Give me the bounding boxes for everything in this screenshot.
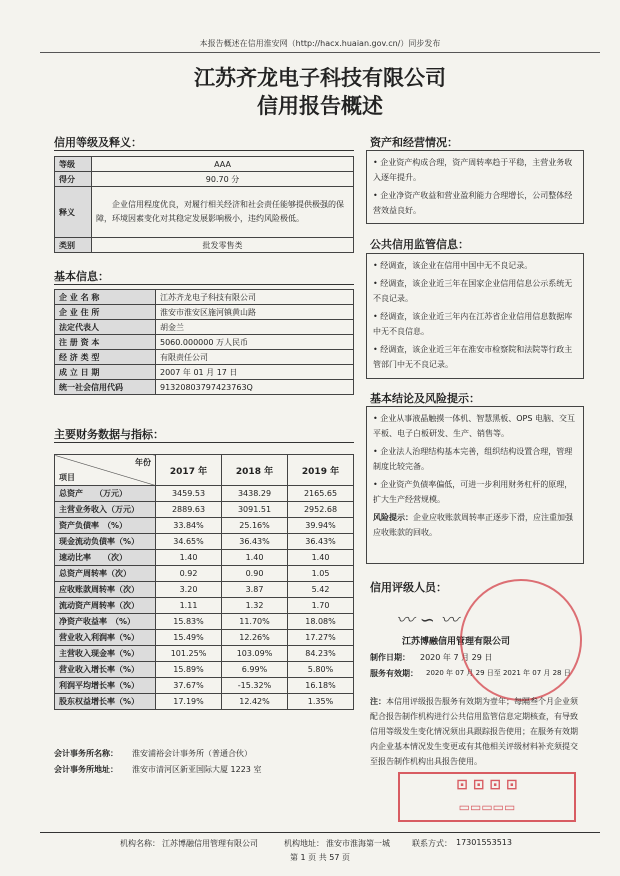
finance-value-cell: 15.49% — [156, 630, 222, 646]
made-date-value: 2020 年 7 月 29 日 — [420, 653, 493, 662]
table-row — [55, 350, 354, 365]
rating-table — [54, 156, 354, 253]
finance-value-cell: 18.08% — [288, 614, 354, 630]
finance-item-label: 净资产收益率 （%） — [55, 614, 156, 630]
footer-org-label: 机构名称： — [120, 839, 160, 848]
note-text: 本信用评级报告服务有效期为壹年；每隔叁个月企业须配合报告制作机构进行公共信用监管信息定期核查，有导致信用等级发生变化情况须出具跟踪报告使用；在服务有效期内企业基本情况发生变更或有其他相关评级材料补充须提交至报告制作机构出具报告使用。 — [370, 697, 578, 766]
finance-heading: 主要财务数据与指标： — [54, 428, 164, 441]
finance-item-label: 利润平均增长率（%） — [55, 678, 156, 694]
finance-value-cell: 0.92 — [156, 566, 222, 582]
company-name-value: 江苏齐龙电子科技有限公司 — [156, 290, 354, 305]
risk-text: 企业应收账款周转率正逐步下滑，应注重加强应收账款的回收。 — [373, 513, 573, 537]
table-row — [55, 380, 354, 395]
rating-meaning-label: 释义 — [55, 187, 92, 238]
finance-value-cell: 33.84% — [156, 518, 222, 534]
table-row — [55, 694, 354, 710]
rating-company: 江苏博融信用管理有限公司 — [402, 637, 511, 647]
table-row — [55, 365, 354, 380]
finance-value-cell: 12.26% — [222, 630, 288, 646]
conclusion-item: 企业资产负债率偏低，可进一步利用财务杠杆的原理，扩大生产经营规模。 — [373, 480, 573, 504]
finance-corner-cell — [55, 455, 156, 486]
table-row — [55, 187, 354, 238]
credit-code-value: 91320803797423763Q — [156, 380, 354, 395]
founded-value: 2007 年 01 月 17 日 — [156, 365, 354, 380]
rating-score-label: 得分 — [55, 172, 92, 187]
public-credit-heading: 公共信用监管信息： — [370, 238, 469, 251]
public-credit-item: 经调查，该企业近三年在国家企业信用信息公示系统无不良记录。 — [373, 279, 573, 303]
page-number: 第 1 页 共 57 页 — [290, 853, 350, 862]
finance-value-cell: 2889.63 — [156, 502, 222, 518]
table-row — [55, 614, 354, 630]
finance-value-cell: 5.42 — [288, 582, 354, 598]
finance-value-cell: 12.42% — [222, 694, 288, 710]
finance-table — [54, 454, 354, 710]
finance-value-cell: 37.67% — [156, 678, 222, 694]
public-credit-item: 经调查，该企业近三年内在江苏省企业信用信息数据库中无不良信息。 — [373, 312, 573, 336]
legal-rep-label: 法定代表人 — [55, 320, 156, 335]
table-row — [55, 290, 354, 305]
finance-value-cell: 1.35% — [288, 694, 354, 710]
finance-value-cell: 1.11 — [156, 598, 222, 614]
footer-addr-value: 淮安市淮海第一城 — [326, 839, 390, 848]
finance-value-cell: 1.40 — [156, 550, 222, 566]
table-row — [55, 550, 354, 566]
rating-rule — [54, 150, 354, 151]
finance-year-header: 2019 年 — [288, 455, 354, 486]
list-item: • 企业法人治理结构基本完善，组织结构设置合理，管理制度比较完备。 — [373, 447, 573, 471]
list-item: • 企业资产负债率偏低，可进一步利用财务杠杆的原理，扩大生产经营规模。 — [373, 480, 573, 504]
company-address-label: 企 业 住 所 — [55, 305, 156, 320]
footer-addr-label: 机构地址： — [284, 839, 324, 848]
finance-item-label: 主营收入现金率（%） — [55, 646, 156, 662]
finance-year-header: 2018 年 — [222, 455, 288, 486]
table-row — [55, 320, 354, 335]
conclusion-box — [366, 406, 584, 564]
footer-phone-label: 联系方式： — [412, 839, 452, 848]
credit-code-label: 统一社会信用代码 — [55, 380, 156, 395]
finance-value-cell: 2952.68 — [288, 502, 354, 518]
audit-address-label: 会计事务所地址： — [54, 765, 118, 774]
finance-value-cell: 0.90 — [222, 566, 288, 582]
list-item: • 经调查，该企业近三年内在江苏省企业信用信息数据库中无不良信息。 — [373, 312, 573, 336]
finance-value-cell: 3091.51 — [222, 502, 288, 518]
public-credit-box — [366, 253, 584, 379]
basic-info-table — [54, 289, 354, 395]
finance-value-cell: 84.23% — [288, 646, 354, 662]
finance-value-cell: 3459.53 — [156, 486, 222, 502]
table-row — [55, 598, 354, 614]
finance-item-label: 资产负债率 （%） — [55, 518, 156, 534]
basic-rule — [54, 284, 354, 285]
rating-level-label: 等级 — [55, 157, 92, 172]
rating-heading: 信用等级及释义： — [54, 136, 142, 149]
report-page — [40, 34, 605, 864]
table-row — [55, 662, 354, 678]
table-row — [55, 172, 354, 187]
company-seal-image — [460, 579, 582, 701]
finance-value-cell: 3.87 — [222, 582, 288, 598]
list-item: • 企业从事液晶触摸一体机、智慧黑板、OPS 电脑、交互平板、电子白板研发、生产、销售等。 — [373, 414, 576, 438]
page-header: 本报告概述在信用淮安网（http://hacx.huaian.gov.cn/）同步发布 — [40, 38, 600, 53]
table-row — [55, 534, 354, 550]
table-row — [55, 455, 354, 486]
table-row — [55, 335, 354, 350]
report-company-title: 江苏齐龙电子科技有限公司 — [194, 65, 446, 90]
company-address-value: 淮安市淮安区施河镇黄山路 — [156, 305, 354, 320]
footer-rule — [40, 832, 600, 833]
table-row — [55, 678, 354, 694]
conclusion-item: 企业从事液晶触摸一体机、智慧黑板、OPS 电脑、交互平板、电子白板研发、生产、销售等。 — [373, 414, 576, 438]
risk-label: 风险提示： — [373, 513, 413, 522]
list-item: • 企业资产构成合理，资产周转率趋于平稳，主营业务收入逐年提升。 — [373, 158, 573, 182]
table-row — [55, 305, 354, 320]
finance-value-cell: 36.43% — [288, 534, 354, 550]
table-row — [55, 582, 354, 598]
capital-value: 5060.000000 万人民币 — [156, 335, 354, 350]
finance-value-cell: 103.09% — [222, 646, 288, 662]
finance-item-label: 应收账款周转率（次） — [55, 582, 156, 598]
table-row — [55, 566, 354, 582]
finance-value-cell: 1.70 — [288, 598, 354, 614]
finance-item-label: 营业收入增长率（%） — [55, 662, 156, 678]
note-label: 注： — [370, 697, 386, 706]
capital-label: 注 册 资 本 — [55, 335, 156, 350]
table-row — [55, 630, 354, 646]
valid-period-label: 服务有效期： — [370, 669, 418, 678]
finance-value-cell: 1.40 — [288, 550, 354, 566]
finance-value-cell: 17.19% — [156, 694, 222, 710]
finance-value-cell: 15.89% — [156, 662, 222, 678]
finance-value-cell: 11.70% — [222, 614, 288, 630]
founded-label: 成 立 日 期 — [55, 365, 156, 380]
footer-org-value: 江苏博融信用管理有限公司 — [162, 839, 258, 848]
table-row — [55, 502, 354, 518]
finance-table-body — [55, 486, 354, 710]
finance-corner-year: 年份 — [135, 458, 151, 467]
rating-level-value: AAA — [92, 157, 354, 172]
list-item: • 经调查，该企业在信用中国中无不良记录。 — [373, 261, 533, 270]
finance-value-cell: 34.65% — [156, 534, 222, 550]
finance-value-cell: 5.80% — [288, 662, 354, 678]
record-stamp-image: ⊡ ⊡ ⊡ ⊡ ▭▭▭▭▭ — [398, 772, 576, 822]
finance-item-label: 现金流动负债率（%） — [55, 534, 156, 550]
list-item: • 经调查，该企业近三年在国家企业信用信息公示系统无不良记录。 — [373, 279, 573, 303]
signature-image: 〰 ∽ 〰 — [396, 610, 459, 631]
finance-value-cell: 36.43% — [222, 534, 288, 550]
conclusion-item: 企业法人治理结构基本完善，组织结构设置合理，管理制度比较完备。 — [373, 447, 573, 471]
conclusion-heading: 基本结论及风险提示： — [370, 392, 480, 405]
finance-value-cell: 3438.29 — [222, 486, 288, 502]
table-row — [55, 646, 354, 662]
finance-year-header: 2017 年 — [156, 455, 222, 486]
rating-category-label: 类别 — [55, 238, 92, 253]
operations-item: 企业净资产收益和营业盈利能力合理增长，公司整体经营效益良好。 — [373, 191, 573, 215]
finance-value-cell: 25.16% — [222, 518, 288, 534]
table-row — [55, 486, 354, 502]
list-item: • 经调查，该企业近三年在淮安市检察院和法院等行政主管部门中无不良记录。 — [373, 345, 573, 369]
table-row — [55, 518, 354, 534]
risk-note — [373, 510, 577, 540]
note — [370, 694, 584, 769]
finance-rule — [54, 442, 354, 443]
finance-item-label: 流动资产周转率（次） — [55, 598, 156, 614]
finance-value-cell: 17.27% — [288, 630, 354, 646]
table-row — [55, 238, 354, 253]
econ-type-value: 有限责任公司 — [156, 350, 354, 365]
rating-staff-label: 信用评级人员： — [370, 581, 447, 594]
rating-score-value: 90.70 分 — [92, 172, 354, 187]
operations-item: 企业资产构成合理，资产周转率趋于平稳，主营业务收入逐年提升。 — [373, 158, 573, 182]
table-row — [55, 157, 354, 172]
finance-value-cell: -15.32% — [222, 678, 288, 694]
rating-meaning-value: 企业信用程度优良，对履行相关经济和社会责任能够提供极强的保障，环境因素变化对其稳定发展影响极小，违约风险极低。 — [92, 187, 354, 238]
company-name-label: 企 业 名 称 — [55, 290, 156, 305]
finance-value-cell: 6.99% — [222, 662, 288, 678]
finance-value-cell: 101.25% — [156, 646, 222, 662]
finance-item-label: 总资产周转率（次） — [55, 566, 156, 582]
rating-category-value: 批发零售类 — [92, 238, 354, 253]
finance-value-cell: 2165.65 — [288, 486, 354, 502]
operations-heading: 资产和经营情况： — [370, 136, 458, 149]
finance-value-cell: 3.20 — [156, 582, 222, 598]
list-item: • 企业净资产收益和营业盈利能力合理增长，公司整体经营效益良好。 — [373, 191, 573, 215]
footer-phone-value: 17301553513 — [456, 838, 512, 847]
finance-item-label: 股东权益增长率（%） — [55, 694, 156, 710]
finance-value-cell: 39.94% — [288, 518, 354, 534]
finance-value-cell: 15.83% — [156, 614, 222, 630]
audit-address-value: 淮安市清河区新亚国际大厦 1223 室 — [132, 765, 262, 774]
operations-box — [366, 150, 584, 224]
finance-value-cell: 1.05 — [288, 566, 354, 582]
audit-firm-label: 会计事务所名称： — [54, 749, 118, 758]
report-title: 信用报告概述 — [257, 93, 383, 118]
finance-item-label: 营业收入利润率（%） — [55, 630, 156, 646]
public-credit-item: 经调查，该企业在信用中国中无不良记录。 — [380, 261, 533, 270]
public-credit-item: 经调查，该企业近三年在淮安市检察院和法院等行政主管部门中无不良记录。 — [373, 345, 573, 369]
made-date-label: 制作日期： — [370, 653, 410, 662]
finance-value-cell: 1.32 — [222, 598, 288, 614]
finance-item-label: 速动比率 （次） — [55, 550, 156, 566]
finance-item-label: 总资产 （万元） — [55, 486, 156, 502]
finance-item-label: 主营业务收入（万元） — [55, 502, 156, 518]
audit-firm-value: 淮安浦裕会计事务所（普通合伙） — [132, 749, 252, 758]
finance-corner-item: 项目 — [59, 473, 75, 482]
valid-period-value: 2020 年 07 月 29 日至 2021 年 07 月 28 日 — [426, 669, 571, 677]
basic-heading: 基本信息： — [54, 270, 109, 283]
legal-rep-value: 胡金兰 — [156, 320, 354, 335]
finance-value-cell: 1.40 — [222, 550, 288, 566]
finance-value-cell: 16.18% — [288, 678, 354, 694]
econ-type-label: 经 济 类 型 — [55, 350, 156, 365]
